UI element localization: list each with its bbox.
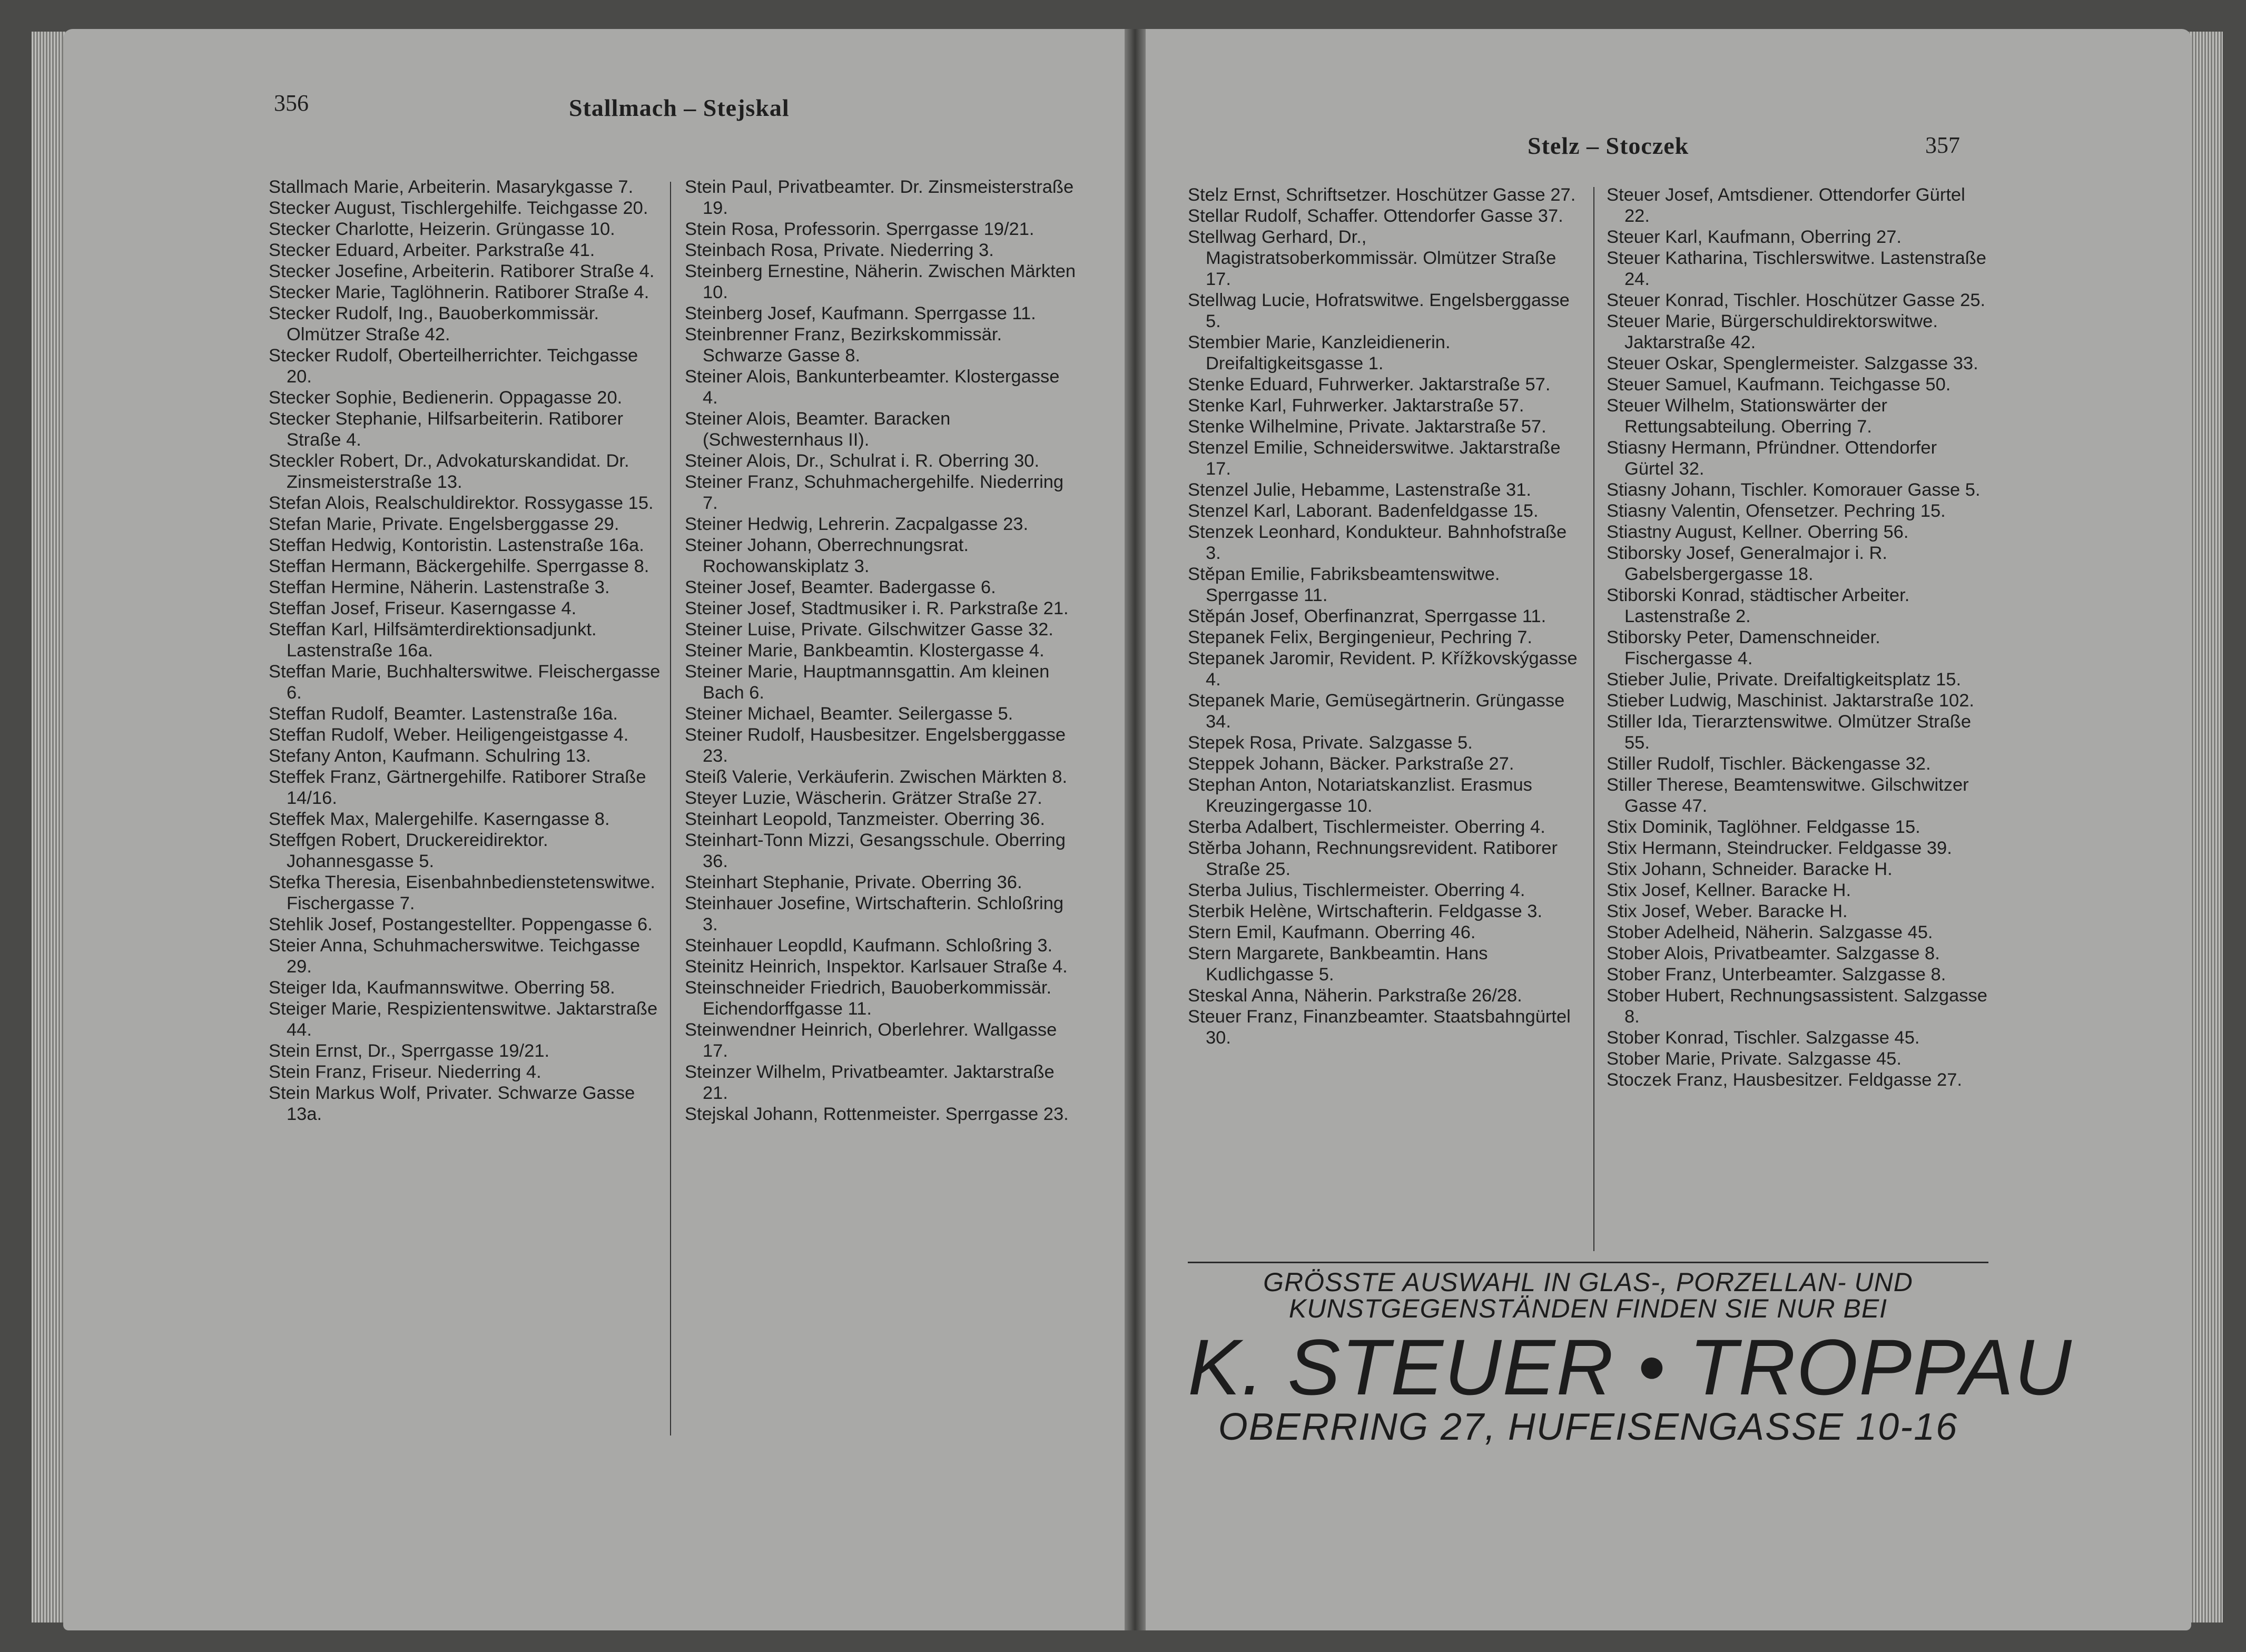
directory-entry: Steffan Josef, Friseur. Kaserngasse 4.: [269, 598, 577, 618]
directory-entry: Stepanek Marie, Gemüsegärtnerin. Grüngasse 34.: [1188, 691, 1565, 732]
directory-entry: Steiner Luise, Private. Gilschwitzer Gasse 32.: [685, 620, 1053, 640]
directory-entry: Stěpan Emilie, Fabriksbeamtenswitwe. Sperrgasse 11.: [1188, 564, 1500, 605]
directory-entry: Steuer Karl, Kaufmann, Oberring 27.: [1607, 227, 1902, 247]
directory-entry: Stenke Wilhelmine, Private. Jaktarstraße 57.: [1188, 417, 1546, 437]
directory-entry: Stefan Marie, Private. Engelsberggasse 29.: [269, 514, 619, 534]
directory-entry: Stecker Eduard, Arbeiter. Parkstraße 41.: [269, 240, 595, 260]
ad-address: OBERRING 27, HUFEISENGASSE 10-16: [1218, 1406, 1958, 1448]
directory-entry: Stiller Ida, Tierarztenswitwe. Olmützer Straße 55.: [1607, 712, 1972, 753]
directory-entry: Steiner Josef, Beamter. Badergasse 6.: [685, 577, 996, 597]
right-page-column-2: [1607, 184, 1988, 1090]
directory-entry: Stiborski Konrad, städtischer Arbeiter. Lastenstraße 2.: [1607, 585, 1910, 626]
directory-entry: Stein Paul, Privatbeamter. Dr. Zinsmeisterstraße 19.: [685, 177, 1074, 218]
directory-entry: Steffan Marie, Buchhalterswitwe. Fleischergasse 6.: [269, 662, 661, 703]
directory-entry: Steffan Karl, Hilfsämterdirektionsadjunkt. Lastenstraße 16a.: [269, 620, 597, 661]
directory-entry: Steinbrenner Franz, Bezirkskommissär. Schwarze Gasse 8.: [685, 324, 1002, 366]
directory-entry: Stellwag Lucie, Hofratswitwe. Engelsberggasse 5.: [1188, 290, 1570, 331]
directory-entry: Stellwag Gerhard, Dr., Magistratsoberkommissär. Olmützer Straße 17.: [1188, 227, 1557, 289]
directory-entry: Stecker August, Tischlergehilfe. Teichgasse 20.: [269, 198, 648, 218]
directory-entry: Stober Hubert, Rechnungsassistent. Salzgasse 8.: [1607, 986, 1987, 1027]
directory-entry: Steinhauer Josefine, Wirtschafterin. Schloßring 3.: [685, 893, 1064, 935]
right-running-head: Stelz – Stoczek: [1528, 132, 1689, 159]
directory-entry: Stefany Anton, Kaufmann. Schulring 13.: [269, 746, 591, 766]
directory-entry: Steiger Ida, Kaufmannswitwe. Oberring 58.: [269, 978, 615, 998]
directory-entry: Steuer Konrad, Tischler. Hoschützer Gasse 25.: [1607, 290, 1986, 310]
directory-entry: Stellar Rudolf, Schaffer. Ottendorfer Gasse 37.: [1188, 206, 1563, 226]
ad-top-rule: [1188, 1262, 1988, 1263]
directory-entry: Stehlik Josef, Postangestellter. Poppengasse 6.: [269, 914, 653, 935]
directory-entry: Stoczek Franz, Hausbesitzer. Feldgasse 27.: [1607, 1070, 1962, 1090]
directory-entry: Stelz Ernst, Schriftsetzer. Hoschützer Gasse 27.: [1188, 185, 1576, 205]
directory-entry: Steiner Alois, Beamter. Baracken (Schwesternhaus II).: [685, 409, 951, 450]
directory-entry: Steuer Franz, Finanzbeamter. Staatsbahngürtel 30.: [1188, 1007, 1571, 1048]
left-page-column-1: [269, 176, 661, 1125]
directory-entry: Stein Franz, Friseur. Niederring 4.: [269, 1062, 541, 1082]
directory-entry: Steiger Marie, Respizientenswitwe. Jaktarstraße 44.: [269, 999, 658, 1040]
directory-entry: Steiner Marie, Hauptmannsgattin. Am kleinen Bach 6.: [685, 662, 1050, 703]
directory-entry: Stieber Julie, Private. Dreifaltigkeitsplatz 15.: [1607, 670, 1962, 690]
left-column-divider: [670, 182, 671, 1435]
directory-entry: Steffek Max, Malergehilfe. Kaserngasse 8.: [269, 809, 610, 829]
directory-entry: Steuer Wilhelm, Stationswärter der Rettungsabteilung. Oberring 7.: [1607, 396, 1888, 437]
directory-entry: Stefan Alois, Realschuldirektor. Rossygasse 15.: [269, 493, 654, 513]
directory-entry: Stepanek Jaromir, Revident. P. Křížkovskýgasse 4.: [1188, 648, 1578, 690]
directory-entry: Sterba Adalbert, Tischlermeister. Oberring 4.: [1188, 817, 1545, 837]
directory-entry: Steuer Marie, Bürgerschuldirektorswitwe. Jaktarstraße 42.: [1607, 311, 1938, 352]
directory-entry: Stiastny August, Kellner. Oberring 56.: [1607, 522, 1909, 542]
directory-entry: Stix Josef, Weber. Baracke H.: [1607, 901, 1848, 921]
directory-entry: Steppek Johann, Bäcker. Parkstraße 27.: [1188, 754, 1514, 774]
directory-entry: Stix Dominik, Taglöhner. Feldgasse 15.: [1607, 817, 1920, 837]
directory-entry: Steinberg Ernestine, Näherin. Zwischen Märkten 10.: [685, 261, 1076, 302]
directory-entry: Steier Anna, Schuhmacherswitwe. Teichgasse 29.: [269, 936, 641, 977]
directory-entry: Steinhart-Tonn Mizzi, Gesangsschule. Oberring 36.: [685, 830, 1066, 871]
directory-entry: Stecker Rudolf, Oberteilherrichter. Teichgasse 20.: [269, 346, 638, 387]
directory-entry: Steiner Johann, Oberrechnungsrat. Rochowanskiplatz 3.: [685, 535, 969, 576]
directory-entry: Stix Josef, Kellner. Baracke H.: [1607, 880, 1851, 900]
directory-entry: Steiner Michael, Beamter. Seilergasse 5.: [685, 704, 1013, 724]
directory-entry: Stober Konrad, Tischler. Salzgasse 45.: [1607, 1028, 1920, 1048]
directory-entry: Steffan Hedwig, Kontoristin. Lastenstraße 16a.: [269, 535, 644, 555]
directory-entry: Stenzel Emilie, Schneiderswitwe. Jaktarstraße 17.: [1188, 438, 1561, 479]
directory-entry: Stiasny Johann, Tischler. Komorauer Gasse 5.: [1607, 480, 1981, 500]
directory-entry: Steffan Hermine, Näherin. Lastenstraße 3.: [269, 577, 610, 597]
directory-entry: Steffan Rudolf, Beamter. Lastenstraße 16a.: [269, 704, 618, 724]
directory-entry: Stecker Sophie, Bedienerin. Oppagasse 20.: [269, 388, 623, 408]
directory-entry: Stenzel Karl, Laborant. Badenfeldgasse 15.: [1188, 501, 1539, 521]
directory-entry: Stiborsky Josef, Generalmajor i. R. Gabelsbergergasse 18.: [1607, 543, 1888, 584]
right-page-column-1: [1188, 184, 1580, 1048]
directory-entry: Steinbach Rosa, Private. Niederring 3.: [685, 240, 994, 260]
directory-entry: Stallmach Marie, Arbeiterin. Masarykgasse 7.: [269, 177, 634, 197]
directory-entry: Steiner Hedwig, Lehrerin. Zacpalgasse 23.: [685, 514, 1029, 534]
directory-entry: Stober Franz, Unterbeamter. Salzgasse 8.: [1607, 965, 1946, 985]
directory-entry: Stephan Anton, Notariatskanzlist. Erasmus Kreuzingergasse 10.: [1188, 775, 1532, 816]
directory-entry: Sterbik Helène, Wirtschafterin. Feldgasse 3.: [1188, 901, 1543, 921]
directory-entry: Stembier Marie, Kanzleidienerin. Dreifaltigkeitsgasse 1.: [1188, 332, 1451, 373]
ad-line-1: GRÖSSTE AUSWAHL IN GLAS-, PORZELLAN- UND: [1263, 1267, 1913, 1297]
directory-entry: Stepek Rosa, Private. Salzgasse 5.: [1188, 733, 1473, 753]
directory-entry: Stecker Josefine, Arbeiterin. Ratiborer Straße 4.: [269, 261, 655, 281]
directory-entry: Steinitz Heinrich, Inspektor. Karlsauer Straße 4.: [685, 957, 1068, 977]
directory-entry: Sterba Julius, Tischlermeister. Oberring 4.: [1188, 880, 1525, 900]
directory-entry: Stěrba Johann, Rechnungsrevident. Ratiborer Straße 25.: [1188, 838, 1558, 879]
directory-entry: Stober Marie, Private. Salzgasse 45.: [1607, 1049, 1902, 1069]
directory-entry: Stecker Marie, Taglöhnerin. Ratiborer Straße 4.: [269, 282, 649, 302]
directory-entry: Stepanek Felix, Bergingenieur, Pechring 7.: [1188, 627, 1532, 647]
ad-line-2: KUNSTGEGENSTÄNDEN FINDEN SIE NUR BEI: [1288, 1294, 1888, 1323]
directory-entry: Stein Markus Wolf, Privater. Schwarze Gasse 13a.: [269, 1083, 635, 1124]
ad-shop-name: K. STEUER • TROPPAU: [1188, 1323, 2073, 1411]
directory-entry: Steskal Anna, Näherin. Parkstraße 26/28.: [1188, 986, 1522, 1006]
directory-entry: Stecker Charlotte, Heizerin. Grüngasse 10.: [269, 219, 615, 239]
directory-entry: Stiasny Hermann, Pfründner. Ottendorfer Gürtel 32.: [1607, 438, 1937, 479]
directory-entry: Steiner Josef, Stadtmusiker i. R. Parkstraße 21.: [685, 598, 1069, 618]
directory-entry: Stefka Theresia, Eisenbahnbedienstetenswitwe. Fischergasse 7.: [269, 872, 655, 913]
directory-entry: Steuer Katharina, Tischlerswitwe. Lastenstraße 24.: [1607, 248, 1986, 289]
directory-entry: Stern Emil, Kaufmann. Oberring 46.: [1188, 922, 1476, 942]
directory-entry: Stiborsky Peter, Damenschneider. Fischergasse 4.: [1607, 627, 1880, 668]
directory-entry: Steinhart Leopold, Tanzmeister. Oberring 36.: [685, 809, 1046, 829]
directory-entry: Steiner Alois, Dr., Schulrat i. R. Oberring 30.: [685, 451, 1040, 471]
right-column-divider: [1593, 187, 1594, 1251]
directory-entry: Stein Ernst, Dr., Sperrgasse 19/21.: [269, 1041, 550, 1061]
directory-entry: Steiner Franz, Schuhmachergehilfe. Niederring 7.: [685, 472, 1064, 513]
directory-entry: Stěpán Josef, Oberfinanzrat, Sperrgasse 11.: [1188, 606, 1546, 626]
directory-entry: Stober Adelheid, Näherin. Salzgasse 45.: [1607, 922, 1933, 942]
directory-entry: Steuer Oskar, Spenglermeister. Salzgasse 33.: [1607, 353, 1978, 373]
book-gutter: [1125, 29, 1146, 1630]
directory-entry: Steinhauer Leopdld, Kaufmann. Schloßring 3.: [685, 936, 1053, 956]
directory-entry: Stein Rosa, Professorin. Sperrgasse 19/21.: [685, 219, 1035, 239]
directory-entry: Stecker Rudolf, Ing., Bauoberkommissär. Olmützer Straße 42.: [269, 303, 599, 345]
directory-entry: Stix Johann, Schneider. Baracke H.: [1607, 859, 1893, 879]
directory-entry: Stern Margarete, Bankbeamtin. Hans Kudlichgasse 5.: [1188, 943, 1488, 985]
directory-entry: Stenke Karl, Fuhrwerker. Jaktarstraße 57.: [1188, 396, 1524, 416]
directory-entry: Stenzel Julie, Hebamme, Lastenstraße 31.: [1188, 480, 1531, 500]
directory-entry: Steuer Samuel, Kaufmann. Teichgasse 50.: [1607, 375, 1951, 395]
directory-entry: Steinzer Wilhelm, Privatbeamter. Jaktarstraße 21.: [685, 1062, 1055, 1103]
directory-entry: Steinschneider Friedrich, Bauoberkommissär. Eichendorffgasse 11.: [685, 978, 1052, 1019]
directory-entry: Steuer Josef, Amtsdiener. Ottendorfer Gürtel 22.: [1607, 185, 1965, 226]
directory-entry: Stieber Ludwig, Maschinist. Jaktarstraße 102.: [1607, 691, 1974, 711]
directory-entry: Stenke Eduard, Fuhrwerker. Jaktarstraße 57.: [1188, 375, 1551, 395]
directory-entry: Steiner Rudolf, Hausbesitzer. Engelsberggasse 23.: [685, 725, 1066, 766]
directory-entry: Steiß Valerie, Verkäuferin. Zwischen Märkten 8.: [685, 767, 1068, 787]
directory-entry: Stenzek Leonhard, Kondukteur. Bahnhofstraße 3.: [1188, 522, 1567, 563]
directory-entry: Stix Hermann, Steindrucker. Feldgasse 39.: [1607, 838, 1952, 858]
directory-entry: Steinhart Stephanie, Private. Oberring 36.: [685, 872, 1022, 892]
directory-entry: Steffan Rudolf, Weber. Heiligengeistgasse 4.: [269, 725, 629, 745]
right-page-number: 357: [1925, 132, 1960, 158]
directory-entry: Stejskal Johann, Rottenmeister. Sperrgasse 23.: [685, 1104, 1069, 1124]
directory-entry: Stiasny Valentin, Ofensetzer. Pechring 15.: [1607, 501, 1946, 521]
directory-entry: Stecker Stephanie, Hilfsarbeiterin. Ratiborer Straße 4.: [269, 409, 624, 450]
directory-entry: Steckler Robert, Dr., Advokaturskandidat. Dr. Zinsmeisterstraße 13.: [269, 451, 629, 492]
directory-entry: Steyer Luzie, Wäscherin. Grätzer Straße 27.: [685, 788, 1042, 808]
directory-entry: Stober Alois, Privatbeamter. Salzgasse 8.: [1607, 943, 1940, 963]
directory-entry: Steffan Hermann, Bäckergehilfe. Sperrgasse 8.: [269, 556, 649, 576]
directory-entry: Steffek Franz, Gärtnergehilfe. Ratiborer Straße 14/16.: [269, 767, 646, 808]
directory-entry: Steiner Marie, Bankbeamtin. Klostergasse 4.: [685, 641, 1045, 661]
left-page-number: 356: [274, 90, 309, 116]
directory-entry: Steinwendner Heinrich, Oberlehrer. Wallgasse 17.: [685, 1020, 1057, 1061]
directory-entry: Steinberg Josef, Kaufmann. Sperrgasse 11.: [685, 303, 1036, 323]
left-running-head: Stallmach – Stejskal: [569, 94, 790, 121]
directory-entry: Stiller Rudolf, Tischler. Bäckengasse 32.: [1607, 754, 1931, 774]
directory-entry: Steiner Alois, Bankunterbeamter. Klostergasse 4.: [685, 367, 1060, 408]
directory-entry: Stiller Therese, Beamtenswitwe. Gilschwitzer Gasse 47.: [1607, 775, 1969, 816]
directory-entry: Steffgen Robert, Druckereidirektor. Johannesgasse 5.: [269, 830, 548, 871]
left-page-column-2: [685, 176, 1077, 1125]
